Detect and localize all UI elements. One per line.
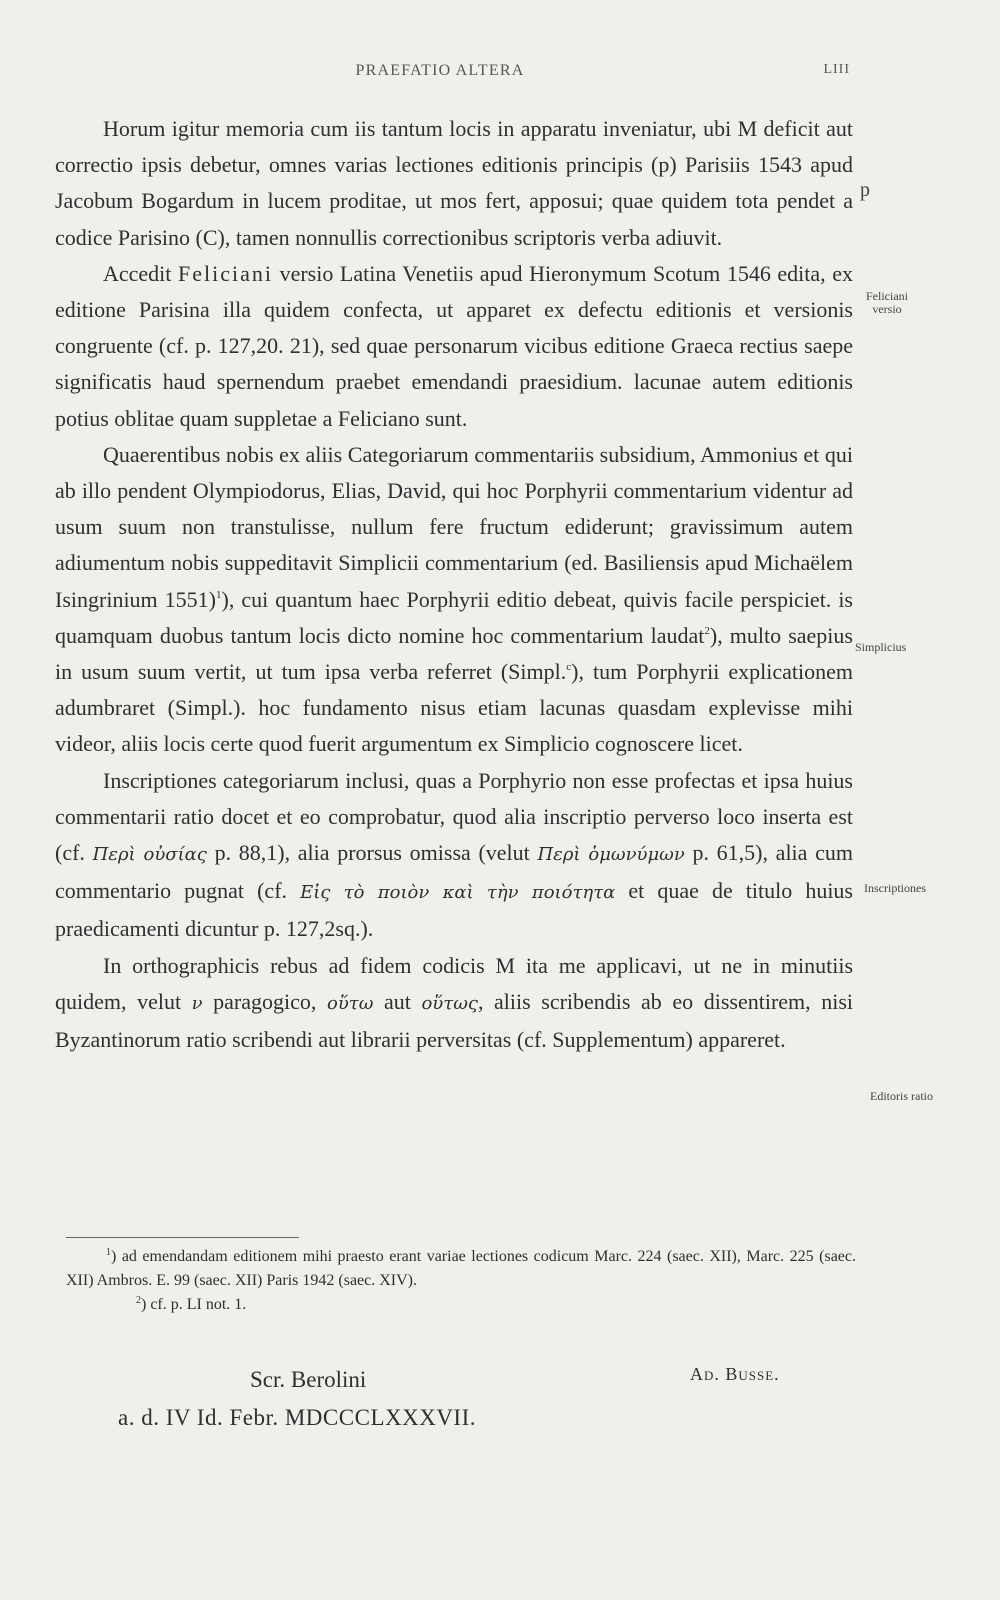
margin-note-p: p (860, 179, 870, 201)
footnote-divider (66, 1237, 299, 1238)
margin-note-inscriptiones: Inscriptiones (864, 881, 926, 895)
footnote-1: $^1$) ad emendandam editionem mihi praesto erant variae lectiones codicum Marc. 224 (saec. XII), Marc. 225 (saec. XII) Ambros. E. 99 (saec. XII) Paris 1942 (saec. XIV). (66, 1247, 856, 1289)
feliciani-name: Feliciani (178, 260, 273, 286)
footnote-ref-1: 1 (216, 588, 222, 601)
simplicius-c-mark: c (566, 661, 572, 674)
greek-title-poion: Εἰς τὸ ποιὸν καὶ τὴν ποιότητα (300, 882, 616, 904)
paragraph-orthographia: In orthographicis rebus ad fidem codicis M ita me applicavi, ut ne in minutiis quidem, velut ν paragogico, οὕτω aut οὕτως, aliis scribendis ab eo dissentirem, nisi Byzantinorum ratio scribendi aut librarii perversitas (cf. Supplementum) appareret. (55, 952, 854, 1053)
paragraph-inscriptiones: Inscriptiones categoriarum inclusi, quas a Porphyrio non esse profectas et ipsa huius commentarii ratio docet et eo comprobatur, quod alia inscriptio perverso loco inserta est (cf. Περὶ οὐσίας p. 88,1), alia prorsus omissa (velut Περὶ ὁμωνύμων p. 61,5), alia cum commentario pugnat (cf. Εἰς τὸ ποιὸν καὶ τὴν ποιότητα et quae de titulo huius praedicamenti dicuntur p. 127,2sq.). (55, 767, 853, 942)
greek-houtos: οὕτως (421, 992, 478, 1014)
greek-title-homonyma: Περὶ ὁμωνύμων (537, 844, 685, 866)
margin-note-simplicius: Simplicius (855, 640, 907, 654)
running-title: PRAEFATIO ALTERA (355, 62, 525, 79)
greek-title-ousia: Περὶ οὐσίας (92, 844, 207, 866)
footnote-2: $^2$) cf. p. LI not. 1. (136, 1295, 247, 1313)
paragraph-editio-princeps: Horum igitur memoria cum iis tantum locis in apparatu inveniatur, ubi M deficit aut correctio ipsis debetur, omnes varias lectiones editionis principis (p) Parisiis 1543 apud Jacobum Bogardum in lucem proditae, ut mos fert, apposui; quae quidem tota pendet a codice Parisino (C), tamen nonnullis correctionibus scriptoris verba adiuvit. (55, 116, 853, 250)
greek-houto: οὕτω (326, 992, 374, 1014)
main-text (55, 111, 853, 1058)
paragraph-simplicius: Quaerentibus nobis ex aliis Categoriarum commentariis subsidium, Ammonius et qui ab illo pendent Olympiodorus, Elias, David, qui hoc Porphyrii commentarium videntur ad usum suum non transtulisse, nullum fere fructum ediderunt; gravissimum autem adiumentum nobis suppeditavit Simplicii commentarium (ed. Basiliensis apud Michaëlem Isingrinium 1551)$^1$), cui quantum haec Porphyrii editio debeat, quivis facile perspiciet. is quamquam duobus tantum locis dicto nomine hoc commentarium laudat$^2$), multo saepius in usum suum vertit, ut tum ipsa verba referret (Simpl.$^c$), tum Porphyrii explicationem adumbraret (Simpl.). hoc fundamento nisus etiam lacunas quasdam explevisse mihi videor, aliis locis certe quod fuerit argumentum ex Simplicio cognoscere licet. (55, 441, 853, 757)
signature-date: a. d. IV Id. Febr. MDCCCLXXXVII. (118, 1405, 477, 1430)
margin-note-feliciani: Feliciani versio (866, 289, 908, 316)
paragraph-feliciani: Accedit Feliciani versio Latina Venetiis apud Hieronymum Scotum 1546 edita, ex editione Parisina illa quidem confecta, ut apparet ex defectu editionis et versionis congruente (cf. p. 127,20. 21), sed quae personarum vicibus editione Graeca rectius saepe significatis haud spernendum praebet emendandi praesidium. lacunae autem editionis potius oblitae quam suppletae a Feliciano sunt. (55, 260, 854, 431)
footnotes (66, 1245, 856, 1317)
signature-place: Scr. Berolini (250, 1367, 367, 1392)
greek-nu: ν (191, 992, 203, 1014)
signature-author: Ad. Busse. (690, 1364, 780, 1384)
page-number: LIII (823, 62, 850, 77)
margin-note-editoris-ratio: Editoris ratio (870, 1089, 933, 1103)
footnote-ref-2: 2 (704, 624, 710, 637)
